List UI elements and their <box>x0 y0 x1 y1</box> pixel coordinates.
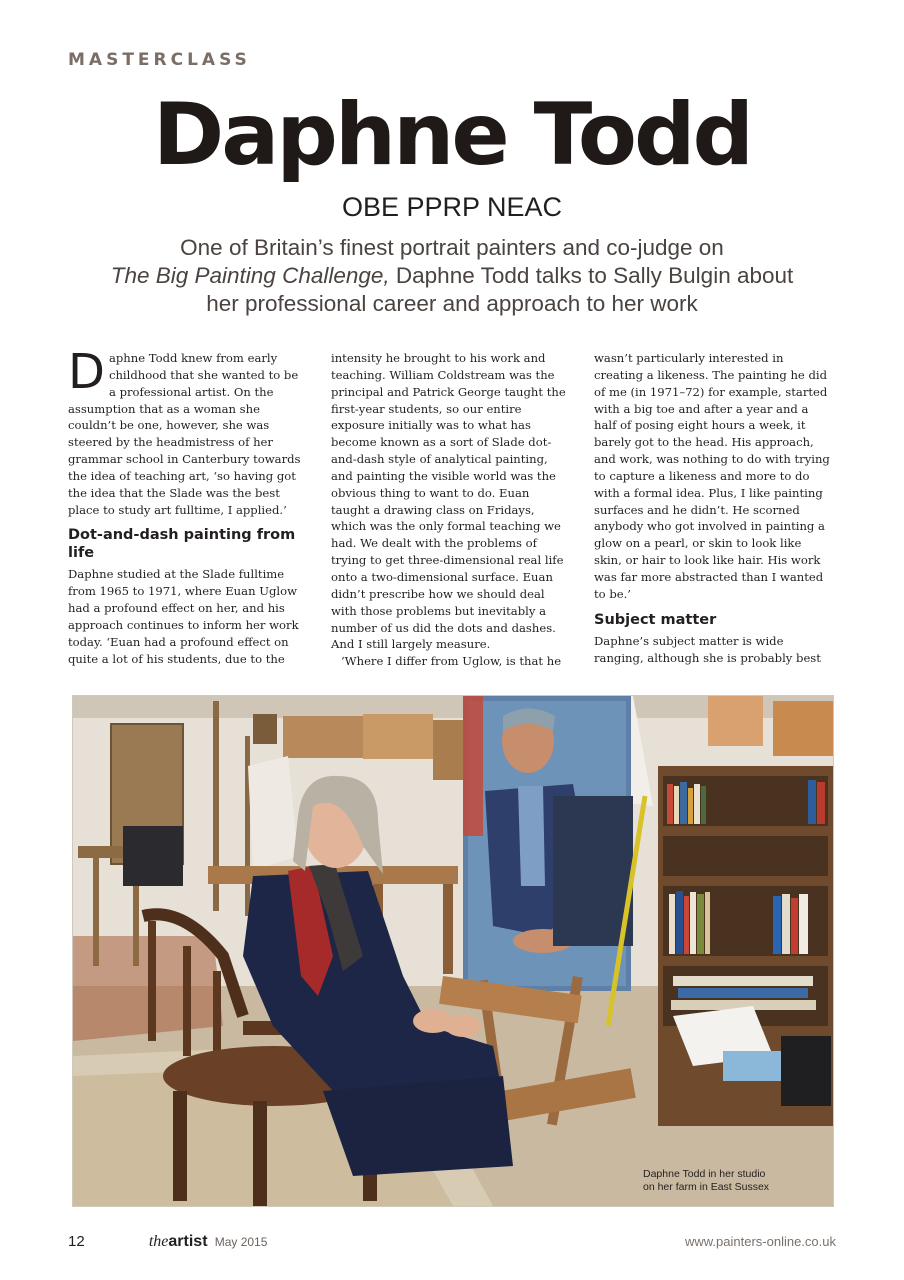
issue-date: May 2015 <box>214 1235 268 1249</box>
footer-left <box>68 1233 267 1251</box>
body-paragraph: ‘Where I differ from Uglow, is that he <box>341 654 562 669</box>
body-column-2 <box>331 350 569 670</box>
body-column-1 <box>68 344 306 668</box>
body-paragraph: intensity he brought to his work and teaching. William Coldstream was the principal and Patrick George taught the first-year students, so our entire exposure initially was to what has become known as a sort of Slade dot-and-dash style of analytical painting, and painting the visible world was the obvious thing to want to do. Euan taught a drawing class on Fridays, which was the only formal teaching we had. We dealt with the problems of trying to get three-dimensional real life onto a two-dimensional surface. Euan didn’t prescribe how we should deal with those problems but inevitably a number of us did the dots and dashes. And I still largely measure. <box>331 351 566 652</box>
section-label: MASTERCLASS <box>68 50 251 70</box>
intro-paragraph <box>68 344 306 518</box>
page-number: 12 <box>68 1233 85 1250</box>
intro-text: aphne Todd knew from early childhood that she wanted to be a professional artist. On the assumption that as a woman she couldn’t be one, however, she was steered by the headmistress of her grammar school in Canterbury towards the idea of teaching art, ‘so having got the idea that the Slade was the best place to study art fulltime, I applied.’ <box>68 351 301 517</box>
subhead-subject-matter: Subject matter <box>594 611 717 628</box>
standfirst-line-3: her professional career and approach to her work <box>206 291 698 316</box>
caption-line-2: on her farm in East Sussex <box>643 1181 770 1193</box>
caption-line-1: Daphne Todd in her studio <box>643 1168 766 1180</box>
honours-subtitle: OBE PPRP NEAC <box>341 192 563 222</box>
body-paragraph: wasn’t particularly interested in creating a likeness. The painting he did of me (in 1971–72) for example, started with a big toe and after a year and a half of posing eight hours a week, it barely got to the head. His approach, and work, was nothing to do with trying to capture a likeness and more to do with a formal idea. Plus, I like painting surfaces and he didn’t. He scorned anybody who got involved in painting a glow on a pearl, or skin to look like skin, or hair to look like hair. His work was far more abstracted than I wanted to be.’ <box>594 351 830 601</box>
standfirst-line-2 <box>60 262 844 290</box>
body-column-3 <box>594 350 832 666</box>
article-title: Daphne Todd <box>152 85 752 185</box>
body-paragraph: Daphne studied at the Slade fulltime from 1965 to 1971, where Euan Uglow had a profound effect on her, and his approach continues to inform her work today. ‘Euan had a profound effect on quite a lot of his students, due to the <box>68 567 299 666</box>
show-title: The Big Painting Challenge, <box>110 263 390 288</box>
logo-word: artist <box>168 1233 208 1250</box>
standfirst <box>60 234 844 318</box>
website-url: www.painters-online.co.uk <box>684 1234 836 1249</box>
drop-cap: D <box>68 344 105 400</box>
photo-caption <box>643 1168 803 1194</box>
studio-photo-illustration <box>73 696 833 1206</box>
logo-prefix: the <box>148 1233 169 1250</box>
standfirst-line-1: One of Britain’s finest portrait painters and co-judge on <box>180 235 724 260</box>
magazine-logo <box>149 1233 208 1250</box>
subhead-dot-and-dash: Dot-and-dash painting from life <box>68 527 296 562</box>
standfirst-line-2-rest: Daphne Todd talks to Sally Bulgin about <box>389 263 794 288</box>
studio-photo <box>72 695 834 1207</box>
body-paragraph: Daphne’s subject matter is wide ranging, although she is probably best <box>594 633 821 665</box>
